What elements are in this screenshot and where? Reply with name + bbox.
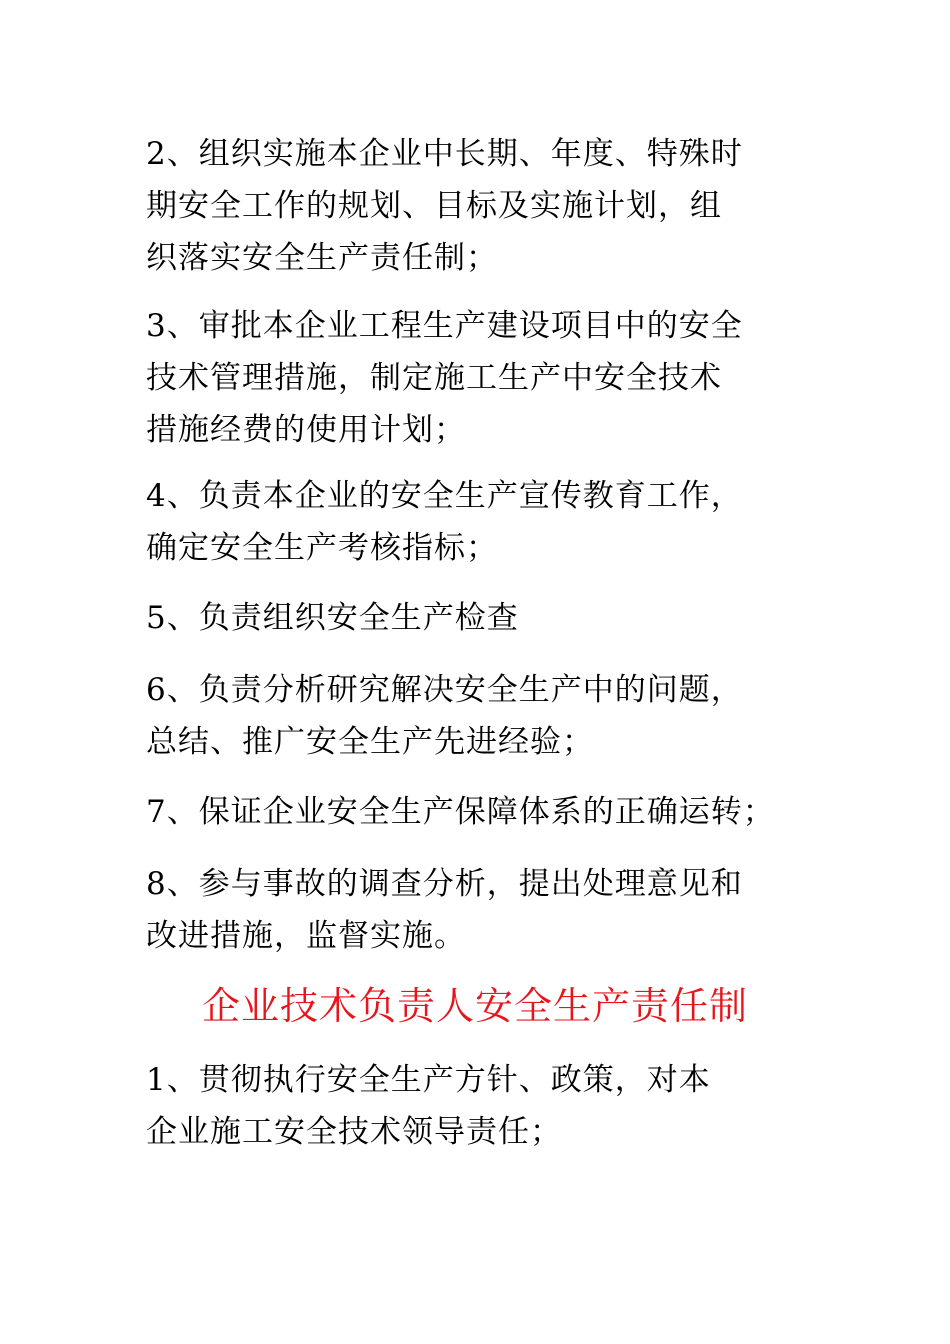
section-heading: 企业技术负责人安全生产责任制	[201, 984, 748, 1028]
paragraph-item-4: 4、负责本企业的安全生产宣传教育工作， 确定安全生产考核指标；	[146, 478, 743, 566]
paragraph-item-8: 8、参与事故的调查分析，提出处理意见和 改进措施，监督实施。	[146, 866, 743, 954]
paragraph-item-7: 7、保证企业安全生产保障体系的正确运转；	[146, 794, 775, 830]
paragraph-item-5: 5、负责组织安全生产检查	[146, 600, 519, 636]
paragraph-item-3: 3、审批本企业工程生产建设项目中的安全 技术管理措施，制定施工生产中安全技术 措施经费的使用计划；	[146, 308, 743, 448]
paragraph-item-2: 2、组织实施本企业中长期、年度、特殊时 期安全工作的规划、目标及实施计划，组 织落实安全生产责任制；	[146, 136, 743, 276]
paragraph-item-6: 6、负责分析研究解决安全生产中的问题， 总结、推广安全生产先进经验；	[146, 672, 743, 760]
section-paragraph-item-1: 1、贯彻执行安全生产方针、政策，对本 企业施工安全技术领导责任；	[146, 1062, 711, 1150]
